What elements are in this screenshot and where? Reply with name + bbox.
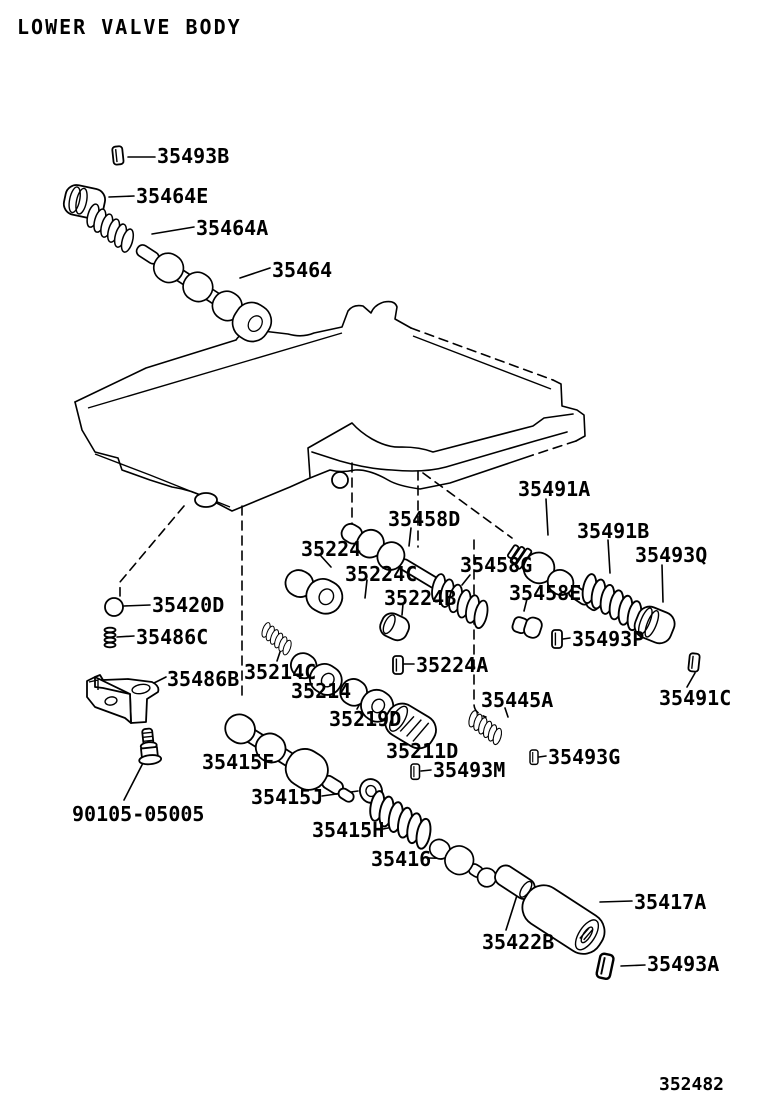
valve-body-outline <box>75 302 585 511</box>
part-label-35458G: 35458G <box>460 553 533 577</box>
retainer-pin-icon <box>112 146 124 165</box>
spring-icon <box>256 620 297 658</box>
part-label-35486B: 35486B <box>167 667 240 691</box>
spool-valve-icon <box>127 232 277 348</box>
part-label-35224B: 35224B <box>384 586 457 610</box>
retainer-pin-icon <box>530 750 538 764</box>
part-label-35415F: 35415F <box>202 750 275 774</box>
part-label-35491A: 35491A <box>518 477 591 501</box>
spring-icon <box>105 628 116 648</box>
part-label-35486C: 35486C <box>136 625 209 649</box>
part-label-35493M: 35493M <box>433 758 506 782</box>
part-label-35214: 35214 <box>291 679 352 703</box>
part-label-35493B: 35493B <box>157 144 230 168</box>
part-label-35224C: 35224C <box>345 562 418 586</box>
retainer-pin-icon <box>552 630 562 648</box>
retainer-pin-icon <box>596 953 614 980</box>
plug-icon <box>377 610 413 644</box>
part-label-35464A: 35464A <box>196 216 269 240</box>
part-label-35214C: 35214C <box>244 660 317 684</box>
part-label-35420D: 35420D <box>152 593 225 617</box>
part-label-35417A: 35417A <box>634 890 707 914</box>
part-label-35491C: 35491C <box>659 686 732 710</box>
part-label-35464: 35464 <box>272 258 333 282</box>
figure-number: 352482 <box>659 1074 725 1095</box>
part-label-90105-05005: 90105-05005 <box>72 802 205 826</box>
bolt-icon <box>136 728 162 766</box>
plug-icon <box>511 612 544 640</box>
check-ball-icon <box>105 598 123 616</box>
part-label-35493P: 35493P <box>572 627 645 651</box>
retainer-pin-icon <box>411 764 420 779</box>
part-label-35422B: 35422B <box>482 930 555 954</box>
part-label-35493Q: 35493Q <box>635 543 708 567</box>
part-label-35445A: 35445A <box>481 688 554 712</box>
plate-scallop <box>195 493 217 507</box>
part-label-35224A: 35224A <box>416 653 489 677</box>
page-title: LOWER VALVE BODY <box>17 15 242 39</box>
part-label-35415H: 35415H <box>312 818 385 842</box>
part-label-35464E: 35464E <box>136 184 209 208</box>
part-label-35211D: 35211D <box>386 739 459 763</box>
part-label-35458D: 35458D <box>388 507 461 531</box>
part-label-35493A: 35493A <box>647 952 720 976</box>
spool-valve-icon <box>280 562 348 619</box>
part-label-35491B: 35491B <box>577 519 650 543</box>
part-label-35219D: 35219D <box>329 707 402 731</box>
part-label-35493G: 35493G <box>548 745 621 769</box>
spool-valve-icon <box>424 831 502 894</box>
part-label-35416: 35416 <box>371 847 432 871</box>
part-label-35415J: 35415J <box>251 785 324 809</box>
retainer-pin-icon <box>688 653 700 672</box>
part-label-35224: 35224 <box>301 537 362 561</box>
plate-hole <box>332 472 348 488</box>
spring-icon <box>463 708 508 748</box>
part-label-35458E: 35458E <box>509 581 582 605</box>
retainer-pin-icon <box>393 656 403 674</box>
bracket-icon <box>87 675 158 723</box>
